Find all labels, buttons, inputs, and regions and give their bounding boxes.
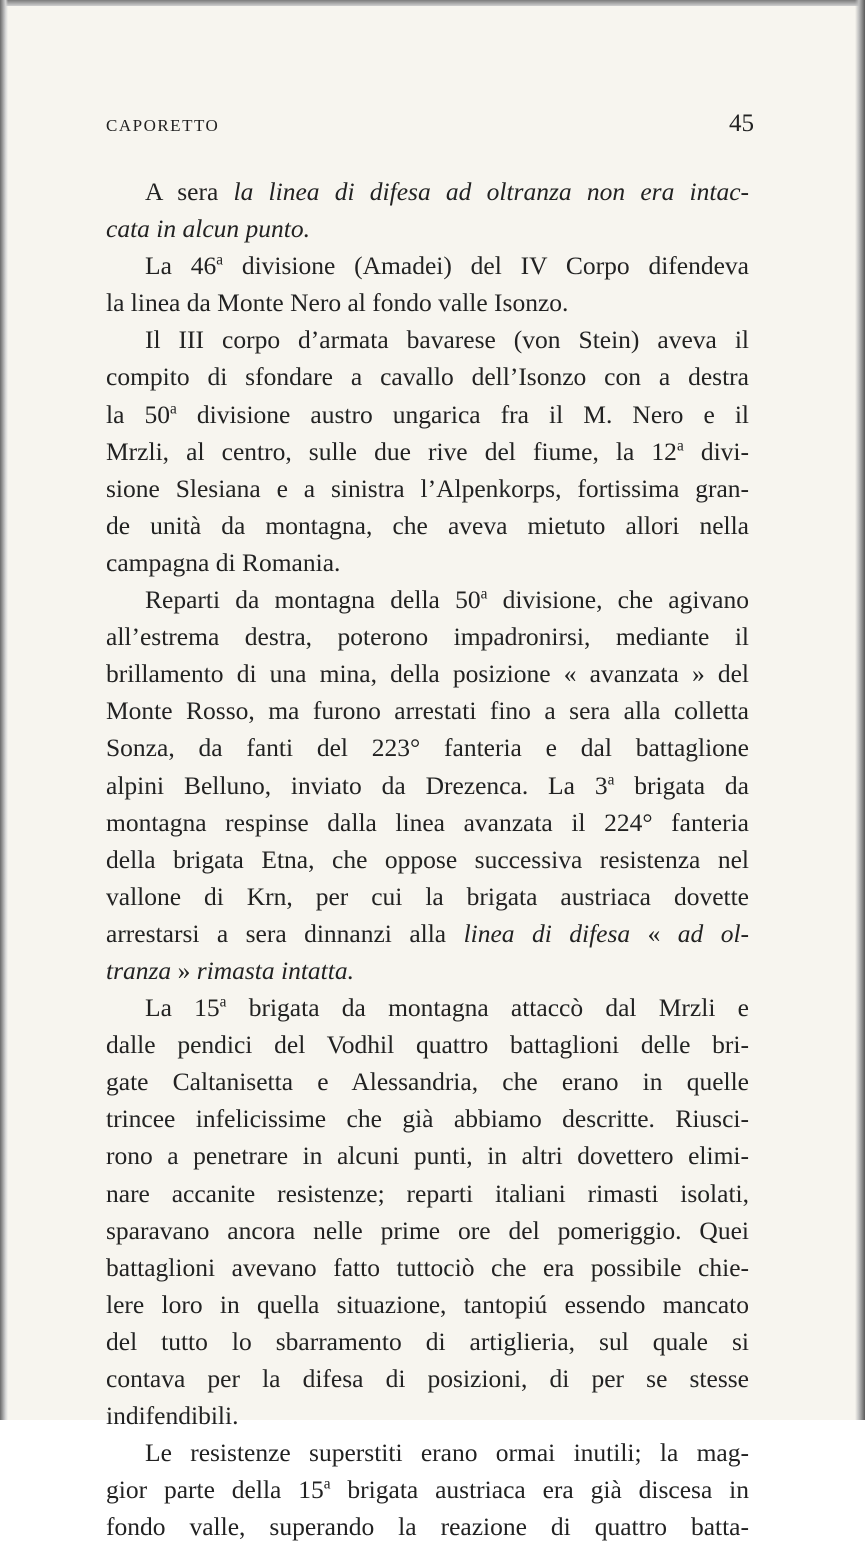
- text-line: Reparti da montagna della 50$^a$ divisione, che agivano: [145, 585, 749, 615]
- text-line: campagna di Romania.: [106, 547, 341, 577]
- running-head: [106, 110, 754, 144]
- text-line: Mrzli, al centro, sulle due rive del fiume, la 12$^a$ divi-: [106, 436, 749, 466]
- text-line: battaglioni avevano fatto tuttociò che era possibile chie-: [106, 1252, 749, 1282]
- page-left-edge: [0, 0, 8, 1420]
- text-line: compito di sfondare a cavallo dell’Isonzo con a destra: [106, 362, 749, 392]
- text-line: dalle pendici del Vodhil quattro battaglioni delle bri-: [106, 1030, 749, 1060]
- text-line: fondo valle, superando la reazione di quattro batta-: [106, 1512, 749, 1542]
- text-line: arrestarsi a sera dinnanzi alla linea di difesa « ad ol-: [106, 918, 750, 948]
- running-title: CAPORETTO: [106, 116, 220, 135]
- text-line: Monte Rosso, ma furono arrestati fino a sera alla colletta: [106, 696, 749, 726]
- text-line: all’estrema destra, poterono impadronirsi, mediante il: [106, 622, 749, 652]
- text-line: La 15$^a$ brigata da montagna attaccò dal Mrzli e: [145, 993, 749, 1023]
- text-line: de unità da montagna, che aveva mietuto allori nella: [106, 510, 749, 540]
- body-text: [106, 173, 749, 1545]
- text-line: sione Slesiana e a sinistra l’Alpenkorps, fortissima gran-: [106, 473, 749, 503]
- text-line: tranza » rimasta intatta.: [106, 955, 354, 985]
- text-line: della brigata Etna, che oppose successiva resistenza nel: [106, 844, 749, 874]
- text-line: lere loro in quella situazione, tantopiú essendo mancato: [106, 1289, 749, 1319]
- text-line: Sonza, da fanti del 223° fanteria e dal battaglione: [106, 733, 749, 763]
- text-line: sparavano ancora nelle prime ore del pomeriggio. Quei: [106, 1215, 749, 1245]
- text-line: rono a penetrare in alcuni punti, in altri dovettero elimi-: [106, 1141, 749, 1171]
- text-line: Il III corpo d’armata bavarese (von Stein) aveva il: [145, 325, 749, 355]
- page-right-edge: [855, 0, 865, 1420]
- text-line: la 50$^a$ divisione austro ungarica fra il M. Nero e il: [106, 399, 750, 429]
- text-line: gior parte della 15$^a$ brigata austriaca era già discesa in: [106, 1475, 749, 1505]
- text-line: trincee infelicissime che già abbiamo descritte. Riusci-: [106, 1104, 749, 1134]
- text-line: del tutto lo sbarramento di artiglieria, sul quale si: [106, 1326, 749, 1356]
- text-line: indifendibili.: [106, 1401, 239, 1431]
- text-line: cata in alcun punto.: [106, 214, 310, 244]
- text-line: brillamento di una mina, della posizione « avanzata » del: [106, 659, 749, 689]
- text-line: La 46$^a$ divisione (Amadei) del IV Corpo difendeva: [145, 251, 749, 281]
- text-line: A sera la linea di difesa ad oltranza non era intac-: [145, 177, 750, 206]
- text-line: alpini Belluno, inviato da Drezenca. La 3$^a$ brigata da: [106, 770, 749, 800]
- text-line: Le resistenze superstiti erano ormai inutili; la mag-: [145, 1438, 749, 1468]
- text-line: la linea da Monte Nero al fondo valle Isonzo.: [106, 288, 569, 318]
- text-line: montagna respinse dalla linea avanzata il 224° fanteria: [106, 807, 749, 837]
- page-number: 45: [729, 110, 754, 137]
- text-line: vallone di Krn, per cui la brigata austriaca dovette: [106, 881, 749, 911]
- text-line: contava per la difesa di posizioni, di per se stesse: [106, 1364, 749, 1393]
- text-line: nare accanite resistenze; reparti italiani rimasti isolati,: [106, 1178, 749, 1208]
- text-line: gate Caltanisetta e Alessandria, che erano in quelle: [106, 1067, 749, 1097]
- page-top-edge: [0, 0, 865, 6]
